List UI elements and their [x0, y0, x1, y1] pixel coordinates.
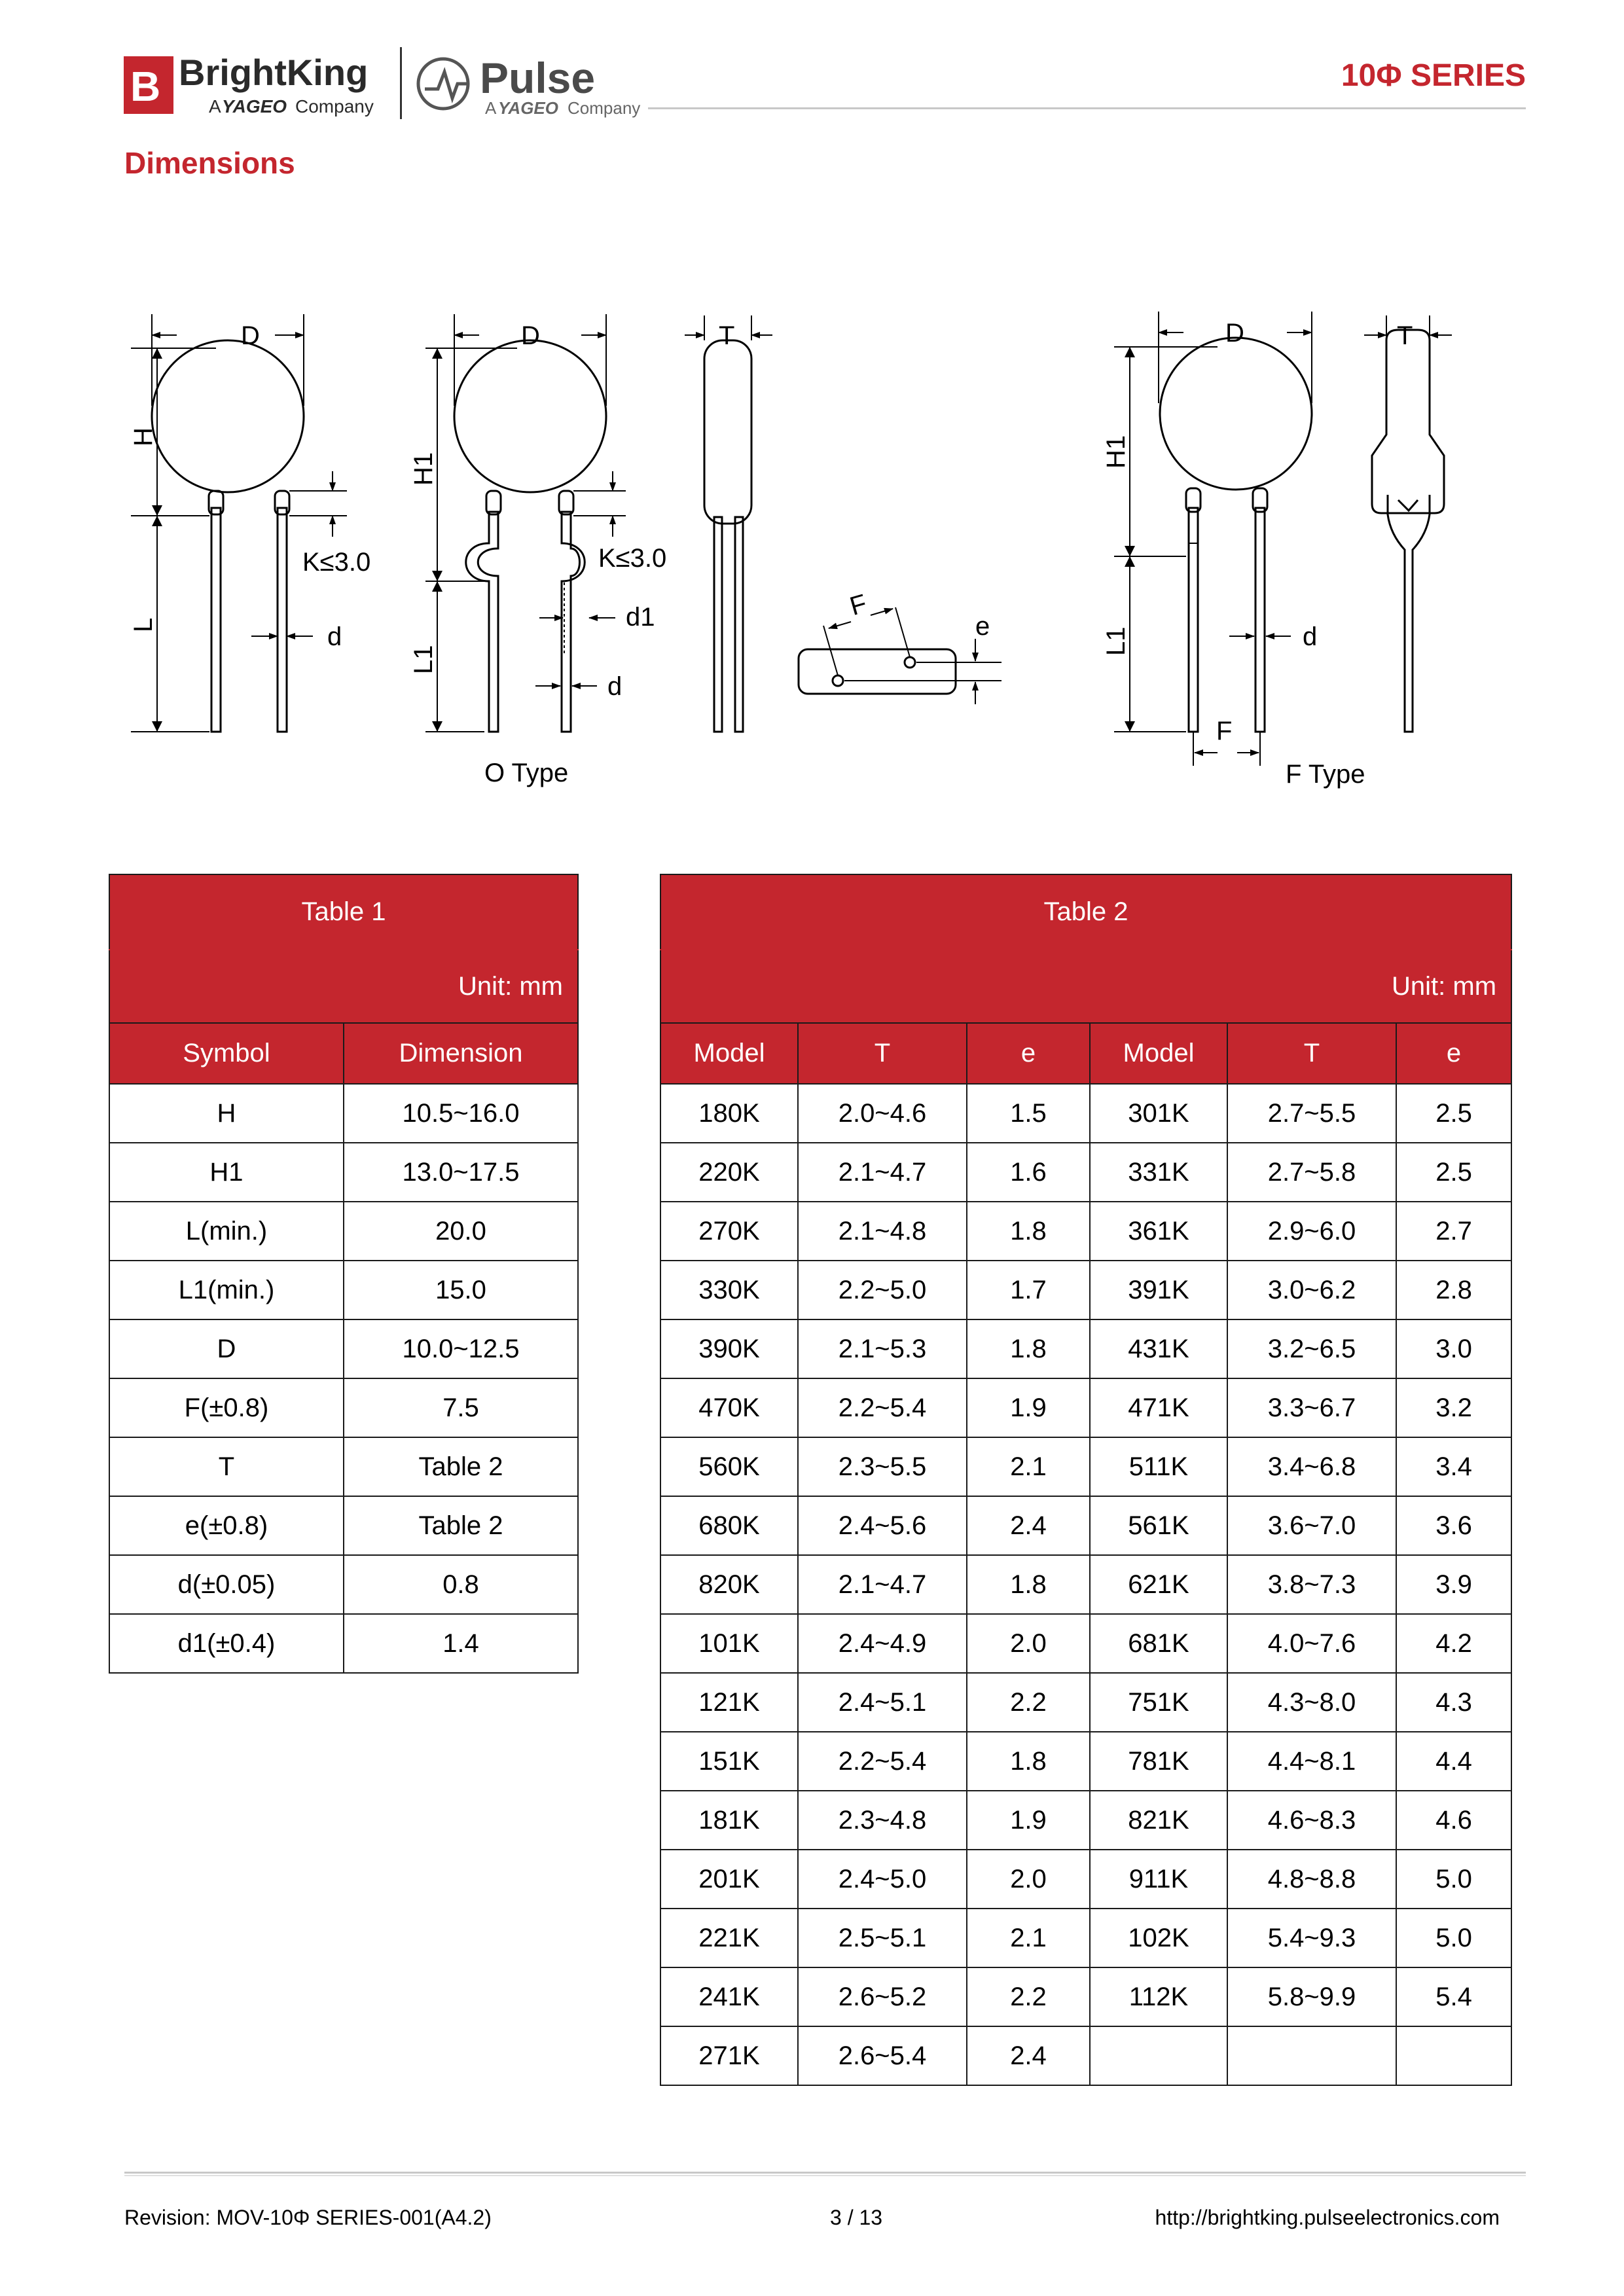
- table-2-cell: 121K: [660, 1673, 798, 1732]
- table-2-row: [660, 1555, 1511, 1614]
- label-d1: d1: [626, 603, 655, 632]
- table-2-cell: 4.8~8.8: [1227, 1850, 1396, 1909]
- table-2-cell: 470K: [660, 1378, 798, 1437]
- table-2-cell: 5.0: [1396, 1909, 1511, 1967]
- table-2-cell: 2.5: [1396, 1143, 1511, 1202]
- label-K-1: K≤3.0: [302, 548, 371, 577]
- table-2-cell: 3.9: [1396, 1555, 1511, 1614]
- label-d-2: d: [607, 672, 623, 701]
- table-1-cell: 13.0~17.5: [344, 1143, 578, 1202]
- table-1-cell: L1(min.): [109, 1261, 344, 1319]
- table-2-cell: 2.1~5.3: [798, 1319, 967, 1378]
- table-2-cell: 1.8: [967, 1555, 1090, 1614]
- table-1-row: [109, 1378, 578, 1437]
- table-1-row: [109, 1496, 578, 1555]
- table-2-cell: 561K: [1090, 1496, 1227, 1555]
- table-2-cell: 220K: [660, 1143, 798, 1202]
- varistor-side-view: [685, 315, 772, 732]
- table-2-cell: 4.6~8.3: [1227, 1791, 1396, 1850]
- table-2-cell: 1.5: [967, 1084, 1090, 1143]
- table-2-models: [660, 874, 1512, 2086]
- table-1-cell: 1.4: [344, 1614, 578, 1673]
- table-1-cell: D: [109, 1319, 344, 1378]
- table-2-cell: 2.0~4.6: [798, 1084, 967, 1143]
- table-2-cell: 2.7~5.5: [1227, 1084, 1396, 1143]
- table-2-cell: 3.2: [1396, 1378, 1511, 1437]
- table-2-cell: 1.8: [967, 1319, 1090, 1378]
- section-title: Dimensions: [124, 146, 295, 180]
- table-2-cell: 1.9: [967, 1791, 1090, 1850]
- table-2-cell: 4.4~8.1: [1227, 1732, 1396, 1791]
- dimension-diagram: [0, 275, 1624, 864]
- label-L1-2: L1: [1102, 626, 1130, 656]
- table-2-header-model-2: Model: [1090, 1023, 1227, 1084]
- table-2-cell: 101K: [660, 1614, 798, 1673]
- table-2-cell: 751K: [1090, 1673, 1227, 1732]
- table-2-cell: 680K: [660, 1496, 798, 1555]
- label-K-2: K≤3.0: [598, 544, 667, 573]
- table-1-dimensions: [109, 874, 579, 1674]
- table-2-row: [660, 1850, 1511, 1909]
- table-2-cell: 2.5~5.1: [798, 1909, 967, 1967]
- table-2-cell: 1.7: [967, 1261, 1090, 1319]
- table-2-row: [660, 1261, 1511, 1319]
- table-2-cell: 5.4~9.3: [1227, 1909, 1396, 1967]
- table-2-header-model: Model: [660, 1023, 798, 1084]
- table-2-cell: 3.6~7.0: [1227, 1496, 1396, 1555]
- table-2-caption: Table 2: [660, 874, 1511, 950]
- table-2-cell: 2.7~5.8: [1227, 1143, 1396, 1202]
- table-1-caption: Table 1: [109, 874, 578, 950]
- table-1-unit: Unit: mm: [109, 950, 578, 1023]
- label-D-2: D: [521, 321, 540, 350]
- table-2-cell: 3.0: [1396, 1319, 1511, 1378]
- table-2-cell: 112K: [1090, 1967, 1227, 2026]
- table-2-cell: 390K: [660, 1319, 798, 1378]
- label-F-1: F: [846, 588, 871, 622]
- table-1-cell: e(±0.8): [109, 1496, 344, 1555]
- table-2-row: [660, 1378, 1511, 1437]
- table-2-cell: 781K: [1090, 1732, 1227, 1791]
- label-L1-1: L1: [409, 645, 438, 674]
- table-2-cell: 301K: [1090, 1084, 1227, 1143]
- table-2-unit: Unit: mm: [660, 950, 1511, 1023]
- table-1-cell: H1: [109, 1143, 344, 1202]
- table-1-row: [109, 1261, 578, 1319]
- table-2-cell: 5.4: [1396, 1967, 1511, 2026]
- pulse-logo: [414, 46, 650, 119]
- table-1-cell: Table 2: [344, 1437, 578, 1496]
- table-2-cell: 2.4~5.0: [798, 1850, 967, 1909]
- table-2-cell: 330K: [660, 1261, 798, 1319]
- table-1-cell: H: [109, 1084, 344, 1143]
- table-1-cell: d(±0.05): [109, 1555, 344, 1614]
- table-1-row: [109, 1614, 578, 1673]
- varistor-disc-o-type: [409, 314, 666, 787]
- table-1-row: [109, 1143, 578, 1202]
- table-2-cell: 2.1: [967, 1437, 1090, 1496]
- table-1-row: [109, 1555, 578, 1614]
- table-2-cell: 820K: [660, 1555, 798, 1614]
- table-2-cell: 2.1~4.7: [798, 1143, 967, 1202]
- table-2-cell: [1090, 2026, 1227, 2085]
- table-2-header-e: e: [967, 1023, 1090, 1084]
- table-2-cell: 2.1: [967, 1909, 1090, 1967]
- table-2-cell: 2.1~4.8: [798, 1202, 967, 1261]
- table-2-cell: 3.4~6.8: [1227, 1437, 1396, 1496]
- table-1-cell: 10.0~12.5: [344, 1319, 578, 1378]
- table-2-cell: 361K: [1090, 1202, 1227, 1261]
- table-2-cell: 2.3~4.8: [798, 1791, 967, 1850]
- table-2-cell: 4.2: [1396, 1614, 1511, 1673]
- varistor-top-view: [799, 589, 1001, 704]
- label-e: e: [975, 612, 990, 641]
- table-2-cell: 911K: [1090, 1850, 1227, 1909]
- table-2-cell: 2.6~5.4: [798, 2026, 967, 2085]
- table-2-cell: 621K: [1090, 1555, 1227, 1614]
- pulse-logo-text: Pulse: [480, 54, 596, 102]
- table-2-cell: 5.0: [1396, 1850, 1511, 1909]
- table-2-cell: 3.0~6.2: [1227, 1261, 1396, 1319]
- table-2-row: [660, 1967, 1511, 2026]
- table-2-cell: 4.6: [1396, 1791, 1511, 1850]
- brightking-logo: [122, 47, 391, 120]
- table-2-cell: 3.6: [1396, 1496, 1511, 1555]
- table-2-cell: 2.2~5.0: [798, 1261, 967, 1319]
- table-2-cell: 2.1~4.7: [798, 1555, 967, 1614]
- table-2-header-t-2: T: [1227, 1023, 1396, 1084]
- brightking-logo-sub-suffix: Company: [295, 96, 374, 117]
- pulse-logo-sub-yageo: YAGEO: [498, 98, 558, 118]
- table-1-cell: 15.0: [344, 1261, 578, 1319]
- logo-separator: [400, 47, 402, 119]
- label-o-type: O Type: [484, 759, 569, 787]
- table-2-cell: 270K: [660, 1202, 798, 1261]
- table-1-header-dimension: Dimension: [344, 1023, 578, 1084]
- table-2-row: [660, 1084, 1511, 1143]
- label-d-3: d: [1303, 622, 1318, 651]
- table-2-header-e-2: e: [1396, 1023, 1511, 1084]
- table-2-row: [660, 1437, 1511, 1496]
- table-2-cell: 821K: [1090, 1791, 1227, 1850]
- table-2-cell: 3.3~6.7: [1227, 1378, 1396, 1437]
- table-2-row: [660, 1202, 1511, 1261]
- table-1-header-symbol: Symbol: [109, 1023, 344, 1084]
- table-2-cell: 180K: [660, 1084, 798, 1143]
- table-2-cell: 2.4~5.6: [798, 1496, 967, 1555]
- table-2-cell: 2.4: [967, 1496, 1090, 1555]
- table-1-cell: 0.8: [344, 1555, 578, 1614]
- table-2-cell: 1.8: [967, 1202, 1090, 1261]
- table-2-cell: 331K: [1090, 1143, 1227, 1202]
- header-divider: [648, 107, 1526, 109]
- label-H1-2: H1: [1102, 435, 1130, 469]
- varistor-disc-f-type: [1102, 312, 1365, 789]
- table-2-cell: 431K: [1090, 1319, 1227, 1378]
- varistor-disc-straight: [129, 314, 370, 732]
- table-2-cell: 5.8~9.9: [1227, 1967, 1396, 2026]
- footer-url[interactable]: http://brightking.pulseelectronics.com: [1155, 2206, 1500, 2229]
- pulse-wave-icon: [425, 72, 467, 98]
- table-2-cell: 681K: [1090, 1614, 1227, 1673]
- pulse-logo-sub-suffix: Company: [568, 98, 641, 118]
- table-2-cell: 3.2~6.5: [1227, 1319, 1396, 1378]
- table-1-row: [109, 1084, 578, 1143]
- table-2-cell: 2.6~5.2: [798, 1967, 967, 2026]
- table-1-cell: 20.0: [344, 1202, 578, 1261]
- footer-divider-2: [124, 2175, 1526, 2176]
- table-2-cell: 3.8~7.3: [1227, 1555, 1396, 1614]
- table-2-cell: 2.4: [967, 2026, 1090, 2085]
- varistor-side-view-f-type: [1364, 315, 1452, 732]
- table-2-cell: 221K: [660, 1909, 798, 1967]
- table-2-row: [660, 1614, 1511, 1673]
- label-D-3: D: [1225, 319, 1244, 348]
- footer-divider: [124, 2172, 1526, 2174]
- footer-revision: Revision: MOV-10Φ SERIES-001(A4.2): [124, 2206, 492, 2229]
- table-2-cell: 2.4~5.1: [798, 1673, 967, 1732]
- label-f-type: F Type: [1286, 760, 1365, 789]
- table-2-cell: 2.2: [967, 1673, 1090, 1732]
- table-2-header-t: T: [798, 1023, 967, 1084]
- table-2-cell: 1.6: [967, 1143, 1090, 1202]
- table-2-row: [660, 1673, 1511, 1732]
- table-2-cell: 181K: [660, 1791, 798, 1850]
- table-2-row: [660, 1496, 1511, 1555]
- table-2-cell: 511K: [1090, 1437, 1227, 1496]
- table-2-cell: 4.0~7.6: [1227, 1614, 1396, 1673]
- label-L: L: [129, 617, 158, 632]
- table-2-cell: 2.8: [1396, 1261, 1511, 1319]
- series-title: 10Φ SERIES: [1341, 58, 1526, 93]
- table-2-cell: 1.9: [967, 1378, 1090, 1437]
- table-2-cell: 2.2~5.4: [798, 1378, 967, 1437]
- table-2-cell: 2.4~4.9: [798, 1614, 967, 1673]
- table-2-cell: 2.5: [1396, 1084, 1511, 1143]
- table-2-cell: 2.0: [967, 1850, 1090, 1909]
- table-1-cell: L(min.): [109, 1202, 344, 1261]
- table-2-cell: 3.4: [1396, 1437, 1511, 1496]
- table-2-row: [660, 1909, 1511, 1967]
- table-1-cell: F(±0.8): [109, 1378, 344, 1437]
- table-2-cell: [1227, 2026, 1396, 2085]
- table-2-cell: 4.4: [1396, 1732, 1511, 1791]
- table-2-cell: 2.3~5.5: [798, 1437, 967, 1496]
- table-2-cell: 1.8: [967, 1732, 1090, 1791]
- label-H1-1: H1: [409, 452, 438, 486]
- table-2-cell: 391K: [1090, 1261, 1227, 1319]
- table-2-cell: 2.7: [1396, 1202, 1511, 1261]
- table-2-cell: 2.0: [967, 1614, 1090, 1673]
- table-2-cell: 2.2~5.4: [798, 1732, 967, 1791]
- label-T-1: T: [719, 321, 735, 350]
- brightking-logo-sub-yageo: YAGEO: [222, 96, 287, 117]
- table-1-cell: T: [109, 1437, 344, 1496]
- label-T-2: T: [1397, 321, 1413, 350]
- table-2-cell: 560K: [660, 1437, 798, 1496]
- table-2-cell: 102K: [1090, 1909, 1227, 1967]
- table-2-row: [660, 2026, 1511, 2085]
- table-2-cell: 201K: [660, 1850, 798, 1909]
- table-1-cell: Table 2: [344, 1496, 578, 1555]
- table-1-row: [109, 1437, 578, 1496]
- table-1-row: [109, 1319, 578, 1378]
- table-2-cell: 2.2: [967, 1967, 1090, 2026]
- label-d-1: d: [327, 622, 342, 651]
- table-2-cell: 241K: [660, 1967, 798, 2026]
- table-1-cell: d1(±0.4): [109, 1614, 344, 1673]
- table-2-cell: 2.9~6.0: [1227, 1202, 1396, 1261]
- label-D-1: D: [241, 321, 260, 350]
- table-2-row: [660, 1319, 1511, 1378]
- table-1-cell: 7.5: [344, 1378, 578, 1437]
- pulse-logo-sub-prefix: A: [485, 98, 497, 118]
- table-2-cell: 4.3: [1396, 1673, 1511, 1732]
- footer-page-number: 3 / 13: [830, 2206, 883, 2229]
- brightking-logo-text: BrightKing: [179, 52, 369, 93]
- table-2-cell: 151K: [660, 1732, 798, 1791]
- table-2-row: [660, 1791, 1511, 1850]
- table-2-row: [660, 1732, 1511, 1791]
- label-F-2: F: [1216, 717, 1233, 745]
- brightking-logo-mark-letter: B: [130, 63, 161, 110]
- label-H: H: [129, 427, 158, 446]
- table-2-cell: 271K: [660, 2026, 798, 2085]
- table-2-cell: 4.3~8.0: [1227, 1673, 1396, 1732]
- table-2-row: [660, 1143, 1511, 1202]
- table-1-cell: 10.5~16.0: [344, 1084, 578, 1143]
- table-2-cell: 471K: [1090, 1378, 1227, 1437]
- brightking-logo-sub-prefix: A: [209, 96, 221, 117]
- table-2-cell: [1396, 2026, 1511, 2085]
- table-1-row: [109, 1202, 578, 1261]
